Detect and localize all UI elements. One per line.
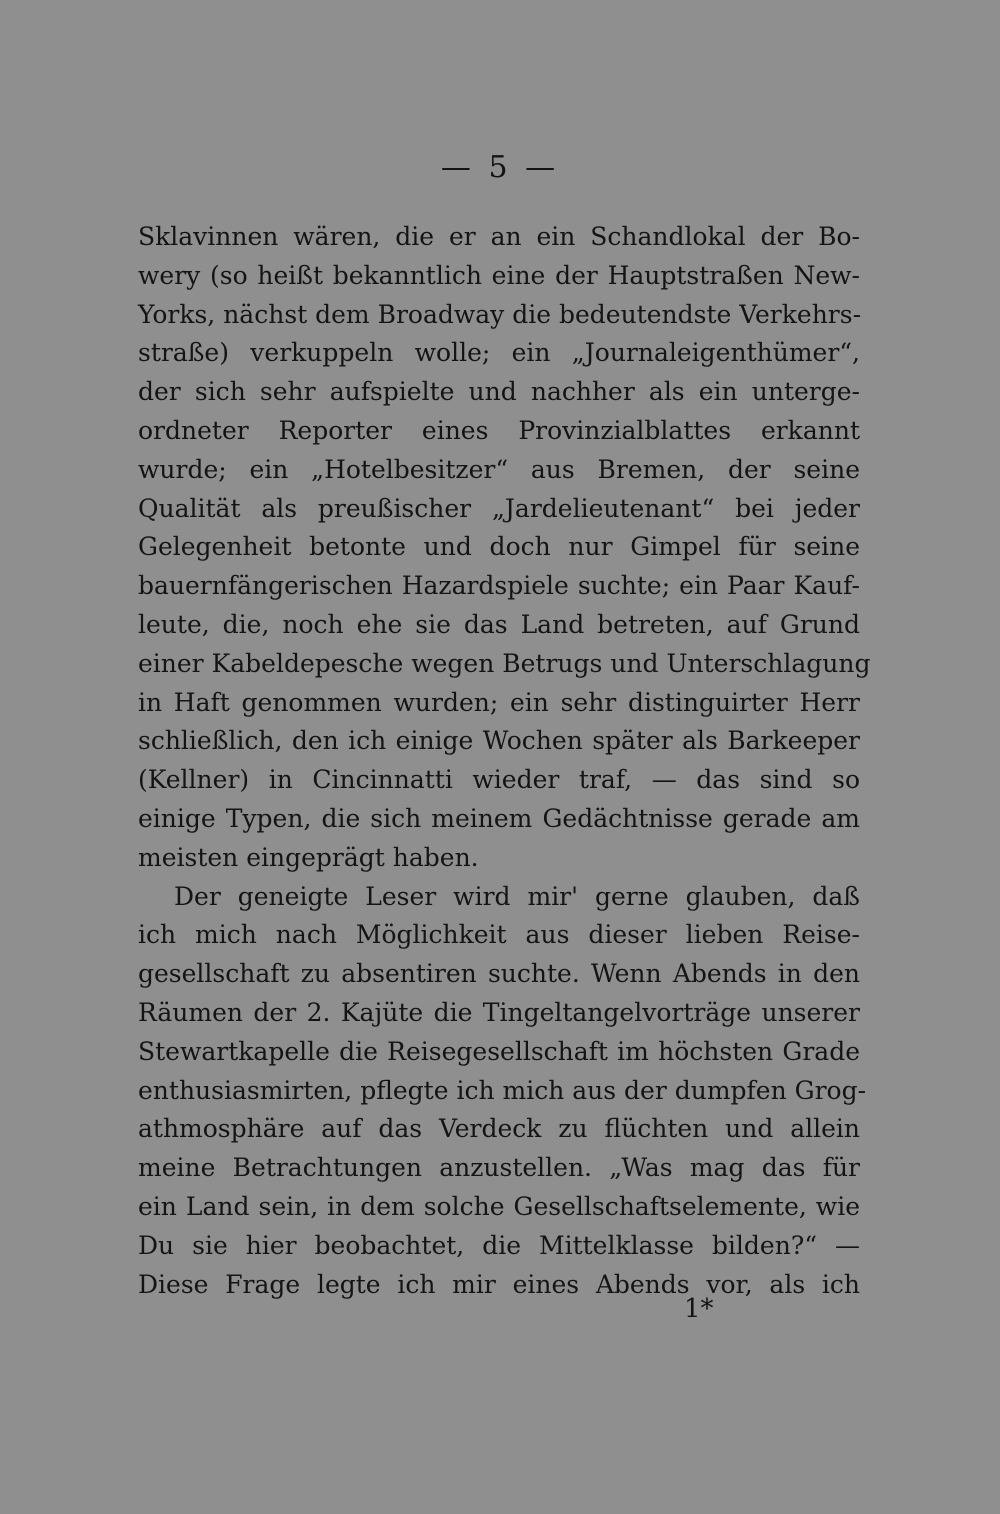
body-text (138, 218, 871, 1304)
text-line: Du sie hier beobachtet, die Mittelklasse bilden?“ — (138, 1230, 860, 1260)
text-line: straße) verkuppeln wolle; ein „Journaleigenthümer“, (138, 338, 860, 368)
text-line: athmosphäre auf das Verdeck zu flüchten und allein (138, 1114, 860, 1144)
text-line: ich mich nach Möglichkeit aus dieser lieben Reise- (138, 920, 860, 950)
signature-mark: 1* (684, 1294, 714, 1324)
text-line: Der geneigte Leser wird mir' gerne glauben, daß (174, 881, 860, 911)
text-line: Diese Frage legte ich mir eines Abends vor, als ich (138, 1269, 860, 1299)
text-line: bauernfängerischen Hazardspiele suchte; ein Paar Kauf- (138, 571, 860, 601)
text-line: Räumen der 2. Kajüte die Tingeltangelvorträge unserer (138, 997, 860, 1027)
text-line: leute, die, noch ehe sie das Land betreten, auf Grund (138, 609, 860, 639)
text-line: wurde; ein „Hotelbesitzer“ aus Bremen, der seine (138, 454, 860, 484)
text-line: Sklavinnen wären, die er an ein Schandlokal der Bo- (138, 222, 860, 251)
text-line: meine Betrachtungen anzustellen. „Was mag das für (138, 1153, 860, 1183)
text-line: einige Typen, die sich meinem Gedächtnisse gerade am (138, 803, 860, 833)
text-line: Stewartkapelle die Reisegesellschaft im höchsten Grade (138, 1036, 860, 1066)
text-line: der sich sehr aufspielte und nachher als ein unterge- (138, 377, 860, 407)
text-line: (Kellner) in Cincinnatti wieder traf, — das sind so (138, 765, 860, 795)
page-number: — 5 — (440, 150, 560, 185)
text-line: Yorks, nächst dem Broadway die bedeutendste Verkehrs- (138, 299, 862, 329)
text-line: ein Land sein, in dem solche Gesellschaftselemente, wie (138, 1191, 860, 1221)
text-line: schließlich, den ich einige Wochen später als Barkeeper (138, 726, 860, 756)
text-line: enthusiasmirten, pflegte ich mich aus der dumpfen Grog- (138, 1075, 867, 1105)
text-line: meisten eingeprägt haben. (138, 842, 479, 872)
text-line: Qualität als preußischer „Jardelieutenant“ bei jeder (138, 493, 860, 523)
text-line: wery (so heißt bekanntlich eine der Hauptstraßen New- (138, 260, 860, 290)
text-line: in Haft genommen wurden; ein sehr distinguirter Herr (138, 687, 860, 717)
text-line: Gelegenheit betonte und doch nur Gimpel für seine (138, 532, 860, 562)
text-line: ordneter Reporter eines Provinzialblattes erkannt (138, 415, 860, 445)
text-line: gesellschaft zu absentiren suchte. Wenn Abends in den (138, 959, 860, 989)
text-line: einer Kabeldepesche wegen Betrugs und Unterschlagung (138, 648, 871, 678)
